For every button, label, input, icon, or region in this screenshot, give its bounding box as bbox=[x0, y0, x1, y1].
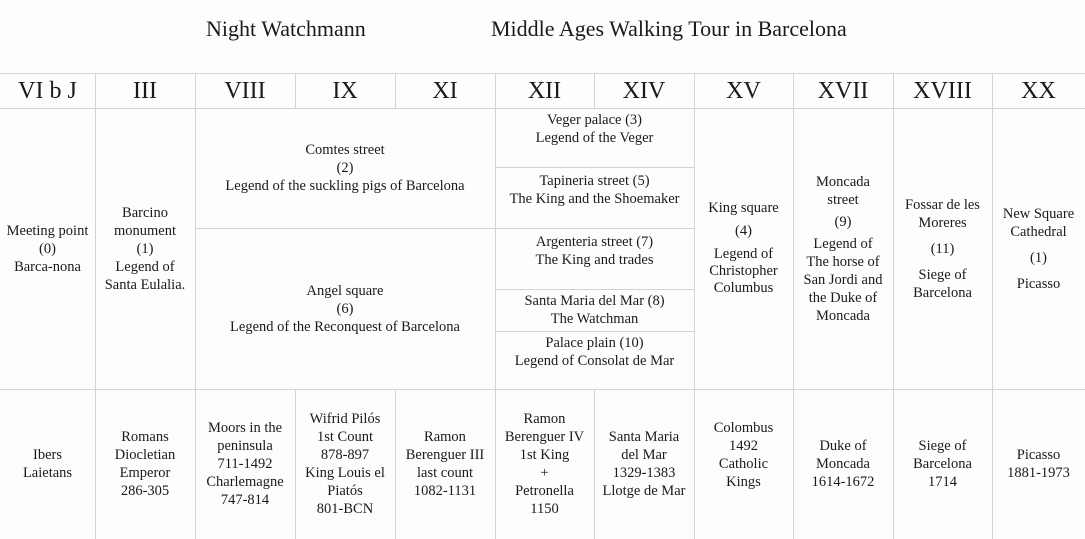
history-text: 1492 bbox=[729, 438, 758, 454]
history-iii bbox=[95, 389, 195, 539]
stop-text: (0) bbox=[39, 240, 56, 257]
history-text: Piatós bbox=[327, 483, 363, 499]
century-header: XIV bbox=[622, 77, 666, 104]
history-text: 878-897 bbox=[320, 447, 370, 463]
history-text: Berenguer III bbox=[405, 447, 485, 463]
history-text: Colombus bbox=[713, 420, 774, 436]
history-text: 1150 bbox=[530, 501, 559, 517]
history-xii bbox=[495, 389, 594, 539]
history-text: 1082-1131 bbox=[413, 483, 477, 499]
century-header: XVIII bbox=[913, 77, 972, 104]
century-header: VIII bbox=[224, 77, 266, 104]
history-text: Duke of bbox=[819, 438, 867, 454]
stop-text: Legend of bbox=[813, 235, 873, 252]
doc-title-left: Night Watchmann bbox=[206, 16, 366, 41]
history-xi bbox=[395, 389, 495, 539]
century-header: XV bbox=[726, 77, 761, 104]
stop-text: Legend of the Reconquest of Barcelona bbox=[230, 318, 460, 335]
century-header: XII bbox=[527, 77, 562, 104]
stop-argenteria-street bbox=[495, 228, 694, 273]
history-text: Charlemagne bbox=[206, 474, 284, 490]
stop-text: Moncada bbox=[816, 173, 870, 190]
century-header: III bbox=[133, 77, 157, 104]
history-text: Picasso bbox=[1016, 447, 1061, 463]
history-text: last count bbox=[417, 465, 473, 481]
history-text: Laietans bbox=[22, 465, 73, 481]
history-text: Kings bbox=[726, 474, 761, 490]
history-text: 801-BCN bbox=[316, 501, 374, 517]
stop-text: Barcino bbox=[122, 204, 168, 221]
history-text: Siege of bbox=[918, 438, 967, 454]
century-header: IX bbox=[332, 77, 358, 104]
history-text: + bbox=[540, 465, 549, 481]
stop-text: Santa Maria del Mar (8) bbox=[524, 293, 665, 309]
century-header: XI bbox=[432, 77, 458, 104]
stop-text: (4) bbox=[735, 223, 752, 239]
stop-text: Legend of the Veger bbox=[535, 130, 654, 146]
stop-moncada-street bbox=[793, 108, 893, 389]
history-xvii bbox=[793, 389, 893, 539]
stop-text: street bbox=[827, 191, 859, 208]
stop-comtes-street bbox=[195, 108, 495, 228]
century-header: VI b J bbox=[18, 77, 77, 104]
stop-santa-maria-del-mar bbox=[495, 289, 694, 331]
stop-meeting-point bbox=[0, 108, 95, 389]
history-text: Berenguer IV bbox=[504, 429, 585, 445]
history-text: 711-1492 bbox=[217, 456, 273, 472]
stop-text: Legend of bbox=[115, 258, 175, 275]
history-text: Llotge de Mar bbox=[602, 483, 686, 499]
history-text: Petronella bbox=[515, 483, 574, 499]
history-text: 747-814 bbox=[220, 492, 270, 508]
history-text: Ibers bbox=[33, 447, 62, 463]
history-text: Catholic bbox=[718, 456, 769, 472]
stop-text: King square bbox=[708, 200, 779, 216]
stop-text: Cathedral bbox=[1010, 223, 1067, 240]
stop-text: Veger palace (3) bbox=[547, 112, 642, 128]
stop-text: (6) bbox=[336, 300, 354, 317]
stop-text: Legend of the suckling pigs of Barcelona bbox=[225, 178, 465, 194]
history-text: 1614-1672 bbox=[811, 474, 875, 490]
history-text: Ramon bbox=[523, 411, 566, 427]
stop-text: monument bbox=[113, 222, 177, 239]
stop-text: Barca-nona bbox=[14, 258, 81, 275]
stop-text: The King and the Shoemaker bbox=[509, 190, 680, 207]
history-text: Moors in the bbox=[207, 420, 283, 436]
stop-text: New Square bbox=[1002, 205, 1075, 222]
history-viii bbox=[195, 389, 295, 539]
history-ix bbox=[295, 389, 395, 539]
stop-text: Tapineria street (5) bbox=[539, 172, 650, 189]
history-text: 1st Count bbox=[317, 429, 373, 445]
history-vi bbox=[0, 389, 95, 539]
century-header: XVII bbox=[817, 77, 869, 104]
history-text: Ramon bbox=[424, 429, 466, 445]
history-text: 286-305 bbox=[120, 483, 170, 499]
stop-text: the Duke of bbox=[808, 289, 878, 306]
stop-text: (9) bbox=[834, 213, 852, 230]
history-text: King Louis el bbox=[305, 465, 385, 481]
stop-text: Legend of bbox=[713, 246, 774, 262]
history-text: del Mar bbox=[621, 447, 667, 463]
history-text: peninsula bbox=[217, 438, 273, 454]
history-text: 1329-1383 bbox=[612, 465, 676, 481]
stop-palace-plain bbox=[495, 331, 694, 373]
stop-text: Moncada bbox=[816, 307, 870, 324]
history-text: Moncada bbox=[816, 456, 870, 472]
stop-text: Christopher bbox=[709, 263, 778, 279]
stop-text: (2) bbox=[336, 160, 354, 176]
stop-text: Legend of Consolat de Mar bbox=[514, 353, 675, 369]
stop-text: (1) bbox=[1030, 249, 1047, 266]
history-text: 1714 bbox=[928, 474, 957, 490]
history-xx bbox=[992, 389, 1085, 539]
stop-barcino-monument bbox=[95, 108, 195, 389]
history-text: Santa Maria bbox=[608, 429, 680, 445]
history-text: Barcelona bbox=[913, 456, 972, 472]
stop-new-square-cathedral bbox=[992, 108, 1085, 389]
history-xviii bbox=[893, 389, 992, 539]
doc-title-right: Middle Ages Walking Tour in Barcelona bbox=[491, 16, 847, 41]
history-text: Romans bbox=[121, 429, 169, 445]
stop-text: Comtes street bbox=[305, 142, 385, 158]
history-text: Wifrid Pilós bbox=[309, 411, 381, 427]
stop-text: (11) bbox=[930, 240, 955, 257]
stop-veger-palace bbox=[495, 108, 694, 150]
stop-text: Meeting point bbox=[6, 222, 89, 239]
history-xv bbox=[694, 389, 793, 539]
stop-text: Palace plain (10) bbox=[545, 335, 644, 351]
history-text: Diocletian bbox=[114, 447, 176, 463]
stop-text: Siege of bbox=[918, 266, 967, 283]
stop-angel-square bbox=[195, 228, 495, 389]
stop-text: Santa Eulalia. bbox=[104, 276, 186, 293]
history-text: 1st King bbox=[519, 447, 570, 463]
stop-text: The King and trades bbox=[535, 251, 654, 268]
stop-text: The horse of bbox=[806, 253, 880, 270]
history-text: Emperor bbox=[119, 465, 171, 481]
century-header: XX bbox=[1021, 77, 1056, 104]
history-xiv bbox=[594, 389, 694, 539]
stop-king-square bbox=[694, 108, 793, 389]
stop-text: Fossar de les bbox=[905, 196, 980, 213]
stop-text: The Watchman bbox=[550, 311, 639, 327]
stop-tapineria-street bbox=[495, 167, 694, 212]
stop-text: Argenteria street (7) bbox=[535, 233, 654, 250]
stop-fossar-de-les-moreres bbox=[893, 108, 992, 389]
stop-text: Columbus bbox=[713, 280, 774, 296]
stop-text: Barcelona bbox=[913, 284, 972, 301]
stop-text: Moreres bbox=[918, 214, 967, 231]
history-text: 1881-1973 bbox=[1007, 465, 1070, 481]
stop-text: Picasso bbox=[1016, 275, 1061, 292]
stop-text: San Jordi and bbox=[803, 271, 883, 288]
stop-text: (1) bbox=[136, 240, 154, 257]
stop-text: Angel square bbox=[306, 282, 384, 299]
